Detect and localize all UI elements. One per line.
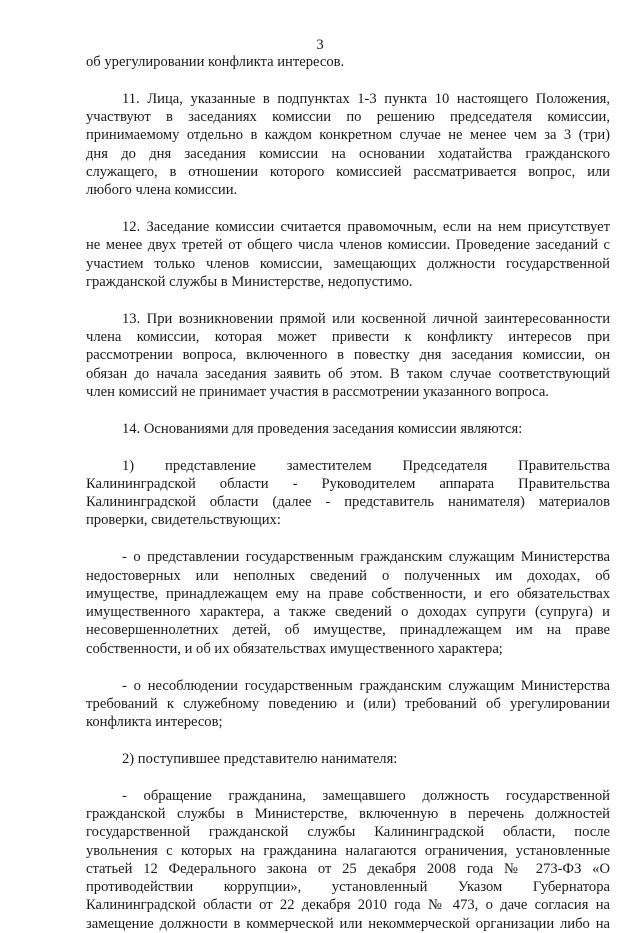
text-line: - о представлении государственным гражданским служащим Министерства	[122, 549, 610, 566]
text-line: 1) представление заместителем Председателя Правительства	[122, 457, 610, 474]
dash-item-2	[86, 677, 610, 732]
subparagraph-2	[86, 750, 610, 768]
text-line: об урегулировании конфликта интересов.	[86, 54, 345, 70]
text-line: 2) поступившее представителю нанимателя:	[122, 750, 398, 767]
text-line: служащего, в отношении которого комиссией рассматривается вопрос, или	[86, 163, 610, 180]
dash-item-1	[86, 548, 610, 658]
text-line: не менее двух третей от общего числа членов комиссии. Проведение заседаний с	[86, 237, 610, 254]
text-line: недостоверных или неполных сведений о полученных им доходах, об	[86, 567, 610, 584]
text-line: гражданской службы в Министерстве, недопустимо.	[86, 273, 413, 290]
text-line: член комиссий не принимает участия в рассмотрении указанного вопроса.	[86, 383, 549, 400]
text-line: рассмотрении вопроса, включенного в повестку дня заседания комиссии, он	[86, 347, 610, 364]
document-body	[86, 53, 610, 933]
text-line: обязан до начала заседания заявить об этом. В таком случае соответствующий	[86, 365, 610, 382]
text-line: члена комиссии, которая может привести к конфликту интересов при	[86, 329, 610, 346]
text-line: имущественного характера, а также сведений о доходах супруги (супруга) и	[86, 604, 610, 621]
paragraph-14	[86, 420, 610, 438]
text-line: любого члена комиссии.	[86, 182, 238, 199]
text-line: принимаемому отдельно в каждом конкретном случае не менее чем за 3 (три)	[86, 127, 610, 144]
text-line: Калининградской области (далее - представитель нанимателя) материалов	[86, 494, 610, 511]
text-line: замещение должности в коммерческой или некоммерческой организации либо на	[86, 915, 610, 932]
text-line: статьей 12 Федерального закона от 25 декабря 2008 года № 273-ФЗ «О	[86, 860, 610, 877]
text-line: участием только членов комиссии, замещающих должности государственной	[86, 255, 610, 272]
text-line: проверки, свидетельствующих:	[86, 512, 281, 529]
text-line: - обращение гражданина, замещавшего должность государственной	[122, 787, 610, 804]
text-line: 12. Заседание комиссии считается правомочным, если на нем присутствует	[122, 219, 610, 236]
dash-item-3	[86, 787, 610, 933]
paragraph-13	[86, 310, 610, 401]
text-line: государственной гражданской службы Калининградской области, после	[86, 824, 610, 841]
text-line: Калининградской области - Руководителем аппарата Правительства	[86, 475, 610, 492]
text-line: увольнения с которых на гражданина налагаются ограничения, установленные	[86, 842, 610, 859]
text-line: 14. Основаниями для проведения заседания комиссии являются:	[122, 420, 523, 437]
text-line: гражданской службы в Министерстве, включенную в перечень должностей	[86, 806, 610, 822]
text-line: требований к служебному поведению и (или) требований об урегулировании	[86, 695, 610, 712]
text-line: участвуют в заседаниях комиссии по решению председателя комиссии,	[86, 109, 610, 126]
text-line: дня до дня заседания комиссии на основании ходатайства гражданского	[86, 145, 610, 162]
text-line: - о несоблюдении государственным гражданским служащим Министерства	[122, 677, 610, 694]
text-line: имуществе, принадлежащем ему на праве собственности, и его обязательствах	[86, 585, 610, 602]
text-line: несовершеннолетних детей, об имуществе, принадлежащем им на праве	[86, 622, 610, 639]
text-line: 11. Лица, указанные в подпунктах 1-3 пункта 10 настоящего Положения,	[122, 90, 610, 107]
text-line: противодействии коррупции», установленный Указом Губернатора	[86, 879, 610, 896]
paragraph-11	[86, 90, 610, 200]
text-line: конфликта интересов;	[86, 714, 223, 731]
text-line: собственности, и об их обязательствах имущественного характера;	[86, 640, 503, 657]
text-line: 13. При возникновении прямой или косвенной личной заинтересованности	[122, 310, 610, 327]
paragraph-12	[86, 218, 610, 291]
subparagraph-1	[86, 457, 610, 530]
page-number: 3	[316, 37, 324, 53]
text-line: Калининградской области от 22 декабря 2010 года № 473, о даче согласия на	[86, 897, 610, 914]
